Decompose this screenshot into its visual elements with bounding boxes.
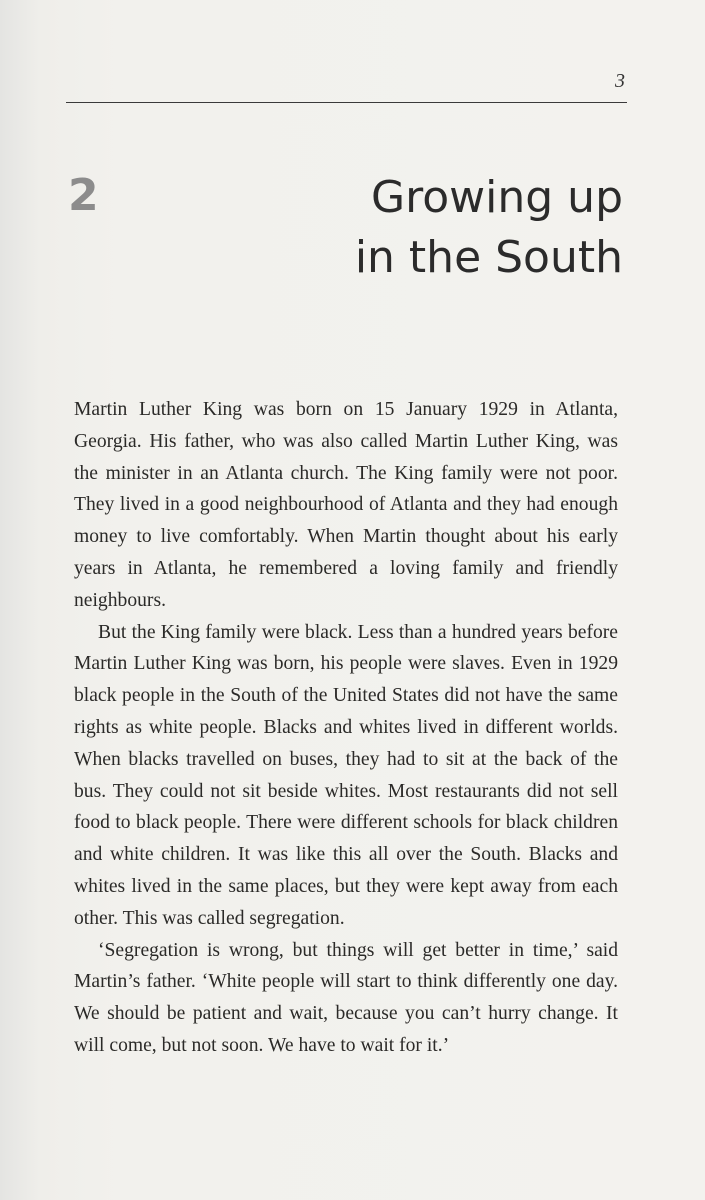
paragraph-3: ‘Segregation is wrong, but things will get better in time,’ said Martin’s father. ‘White people will start to think differently one day. We should be patient and wait, because you can’t hurry change. It will come, but not soon. We have to wait for it.’: [74, 939, 618, 1056]
chapter-number: 2: [68, 170, 99, 221]
body-text: [74, 394, 618, 1062]
chapter-title-line-2: in the South: [354, 232, 623, 283]
paragraph-1: Martin Luther King was born on 15 January 1929 in Atlanta, Georgia. His father, who was also called Martin Luther King, was the minister in an Atlanta church. The King family were not poor. They lived in a good neighbourhood of Atlanta and they had enough money to live comfortably. When Martin thought about his early years in Atlanta, he remembered a loving family and friendly neighbours.: [74, 399, 618, 611]
paragraph-2: But the King family were black. Less than a hundred years before Martin Luther King was born, his people were slaves. Even in 1929 black people in the South of the United States did not have the same rights as white people. Blacks and whites lived in different worlds. When blacks travelled on buses, they had to sit at the back of the bus. They could not sit beside whites. Most restaurants did not sell food to black people. There were different schools for black children and white children. It was like this all over the South. Blacks and whites lived in the same places, but they were kept away from each other. This was called segregation.: [74, 621, 618, 929]
chapter-title: [355, 168, 623, 288]
page-number: 3: [615, 70, 625, 92]
chapter-title-line-1: Growing up: [371, 172, 623, 223]
header-rule: [66, 102, 627, 103]
